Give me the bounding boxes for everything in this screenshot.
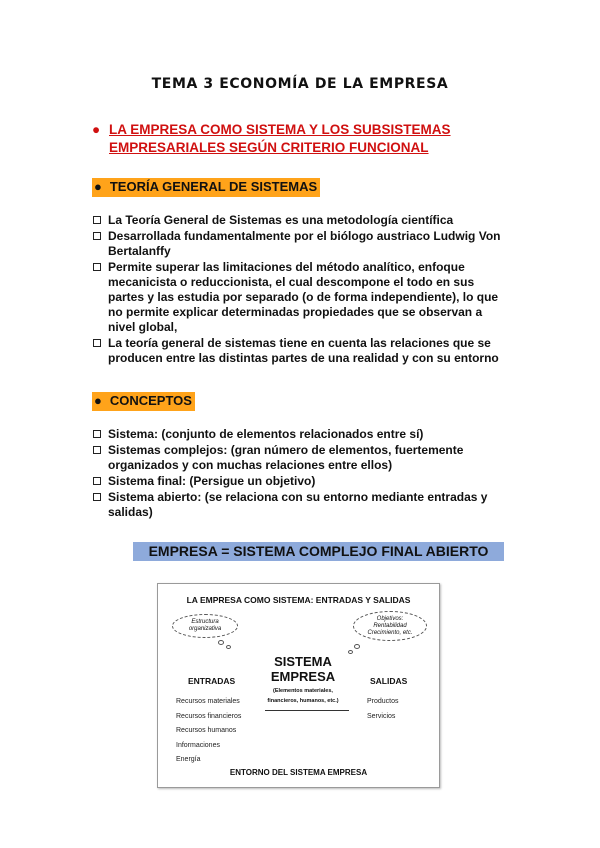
cloud-tail-icon <box>348 650 353 654</box>
bullet-icon: ● <box>94 179 102 194</box>
empresa-definition-highlight: EMPRESA = SISTEMA COMPLEJO FINAL ABIERTO <box>133 542 504 561</box>
diagram-footer: ENTORNO DEL SISTEMA EMPRESA <box>229 768 368 777</box>
list-item: Recursos materiales <box>176 698 240 705</box>
page-title: TEMA 3 ECONOMÍA DE LA EMPRESA <box>151 76 449 92</box>
section-empresa-line1: LA EMPRESA COMO SISTEMA Y LOS SUBSISTEMAS <box>109 122 451 137</box>
section-empresa-line2: EMPRESARIALES SEGÚN CRITERIO FUNCIONAL <box>109 140 429 155</box>
checkbox-icon <box>93 339 101 347</box>
bullet-icon: ● <box>94 393 102 408</box>
list-item: Recursos financieros <box>176 712 242 720</box>
heading-conceptos-label: CONCEPTOS <box>109 393 192 408</box>
entradas-label: ENTRADAS <box>188 676 236 686</box>
checkbox-icon <box>93 430 101 438</box>
checkbox-icon <box>93 263 101 271</box>
list-item: Servicios <box>367 712 396 720</box>
heading-teoria-label: TEORÍA GENERAL DE SISTEMAS <box>109 179 318 194</box>
cloud-objetivos: Objetivos: Rentabilidad Crecimiento, etc. <box>353 611 427 641</box>
list-item: Sistema: (conjunto de elementos relacionados entre sí) <box>92 427 502 442</box>
teoria-list <box>92 213 502 367</box>
divider <box>265 710 349 711</box>
list-item: Productos <box>367 698 399 705</box>
list-item: Sistema final: (Persigue un objetivo) <box>92 474 502 489</box>
cloud-tail-icon <box>226 645 231 649</box>
conceptos-list <box>92 427 502 521</box>
heading-teoria <box>92 178 320 197</box>
checkbox-icon <box>93 216 101 224</box>
checkbox-icon <box>93 477 101 485</box>
salidas-list <box>367 695 399 724</box>
list-item: Desarrollada fundamentalmente por el biólogo austriaco Ludwig Von Bertalanffy <box>92 229 502 259</box>
cloud-estructura: Estructura organizativa <box>172 614 238 638</box>
section-empresa-sistema <box>92 121 492 157</box>
list-item: La Teoría General de Sistemas es una metodología científica <box>92 213 502 228</box>
heading-conceptos <box>92 392 195 411</box>
checkbox-icon <box>93 232 101 240</box>
checkbox-icon <box>93 446 101 454</box>
list-item: La teoría general de sistemas tiene en cuenta las relaciones que se producen entre las distintas partes de una realidad y con su entorno <box>92 336 502 366</box>
checkbox-icon <box>93 493 101 501</box>
cloud-tail-icon <box>218 640 224 645</box>
list-item: Sistema abierto: (se relaciona con su entorno mediante entradas y salidas) <box>92 490 502 520</box>
list-item: Sistemas complejos: (gran número de elementos, fuertemente organizados y con muchas relaciones entre ellos) <box>92 443 502 473</box>
salidas-label: SALIDAS <box>370 676 408 686</box>
entradas-list <box>176 695 241 768</box>
empresa-sistema-diagram <box>157 583 440 788</box>
bullet-icon: ● <box>92 122 101 137</box>
sistema-empresa-block: SISTEMA EMPRESA (Elementos materiales, financieros, humanos, etc.) <box>267 654 339 704</box>
list-item: Recursos humanos <box>176 727 237 734</box>
cloud-tail-icon <box>354 644 360 649</box>
list-item: Informaciones <box>176 741 220 749</box>
list-item: Energía <box>176 756 201 763</box>
list-item: Permite superar las limitaciones del método analítico, enfoque mecanicista o reduccionista, el cual descompone el todo en sus partes y las estudia por separado (o de forma independiente), lo que no permite explicar determinadas propiedades que se observan a nivel global, <box>92 260 502 335</box>
diagram-title: LA EMPRESA COMO SISTEMA: ENTRADAS Y SALIDAS <box>186 595 411 605</box>
